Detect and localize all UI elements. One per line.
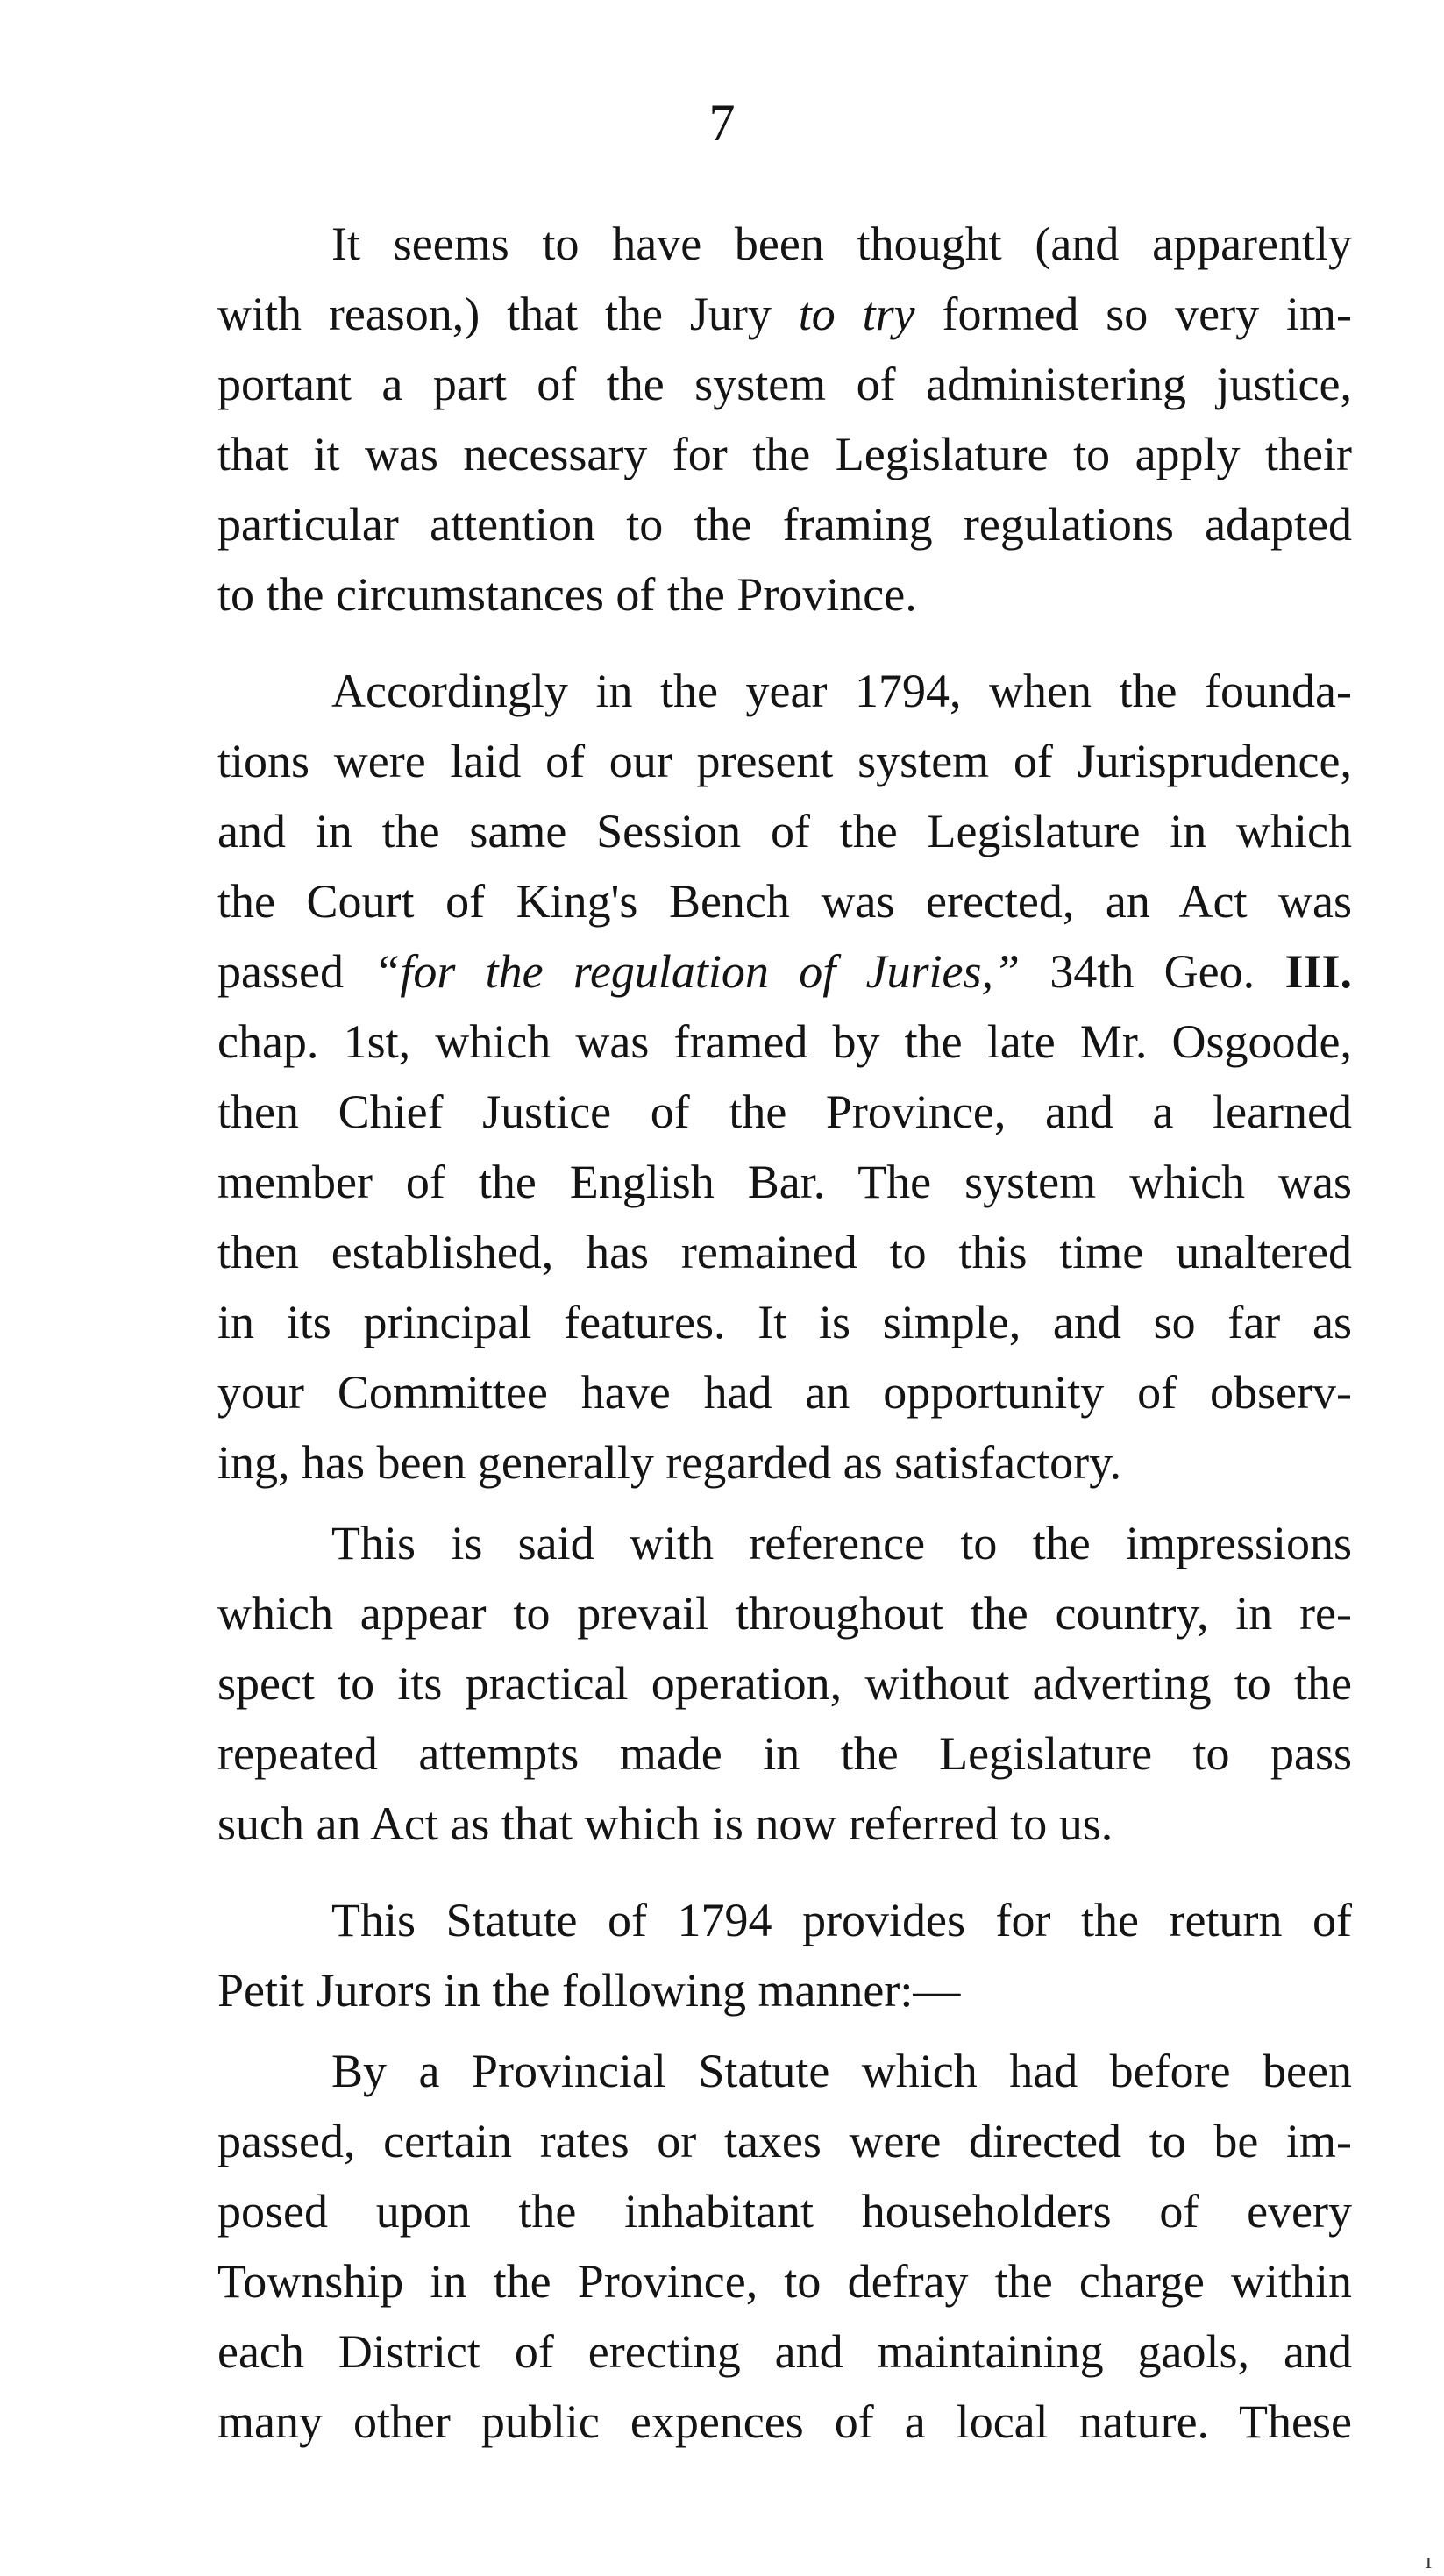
text-line: posed upon the inhabitant householders of every xyxy=(217,2185,1352,2238)
text-line: By a Provincial Statute which had before been xyxy=(331,2045,1352,2097)
regnal-number: III. xyxy=(1284,945,1352,998)
act-title: “for the regulation of Juries,” xyxy=(373,945,1021,998)
text-line: then established, has remained to this time unaltered xyxy=(217,1226,1352,1278)
paragraph-5 xyxy=(103,2036,1352,2457)
paragraph-3 xyxy=(103,1508,1352,1859)
text-fragment: passed xyxy=(217,945,374,998)
paragraph-4 xyxy=(103,1885,1352,2025)
text-line: Accordingly in the year 1794, when the founda- xyxy=(331,665,1352,717)
text-line: many other public expences of a local nature. These xyxy=(217,2395,1352,2448)
text-line-with-emphasis xyxy=(103,279,1352,349)
text-line: repeated attempts made in the Legislature to pass xyxy=(217,1727,1352,1780)
text-line: tions were laid of our present system of Jurisprudence, xyxy=(217,735,1352,787)
text-line: that it was necessary for the Legislature to apply their xyxy=(217,428,1352,480)
text-line: to the circumstances of the Province. xyxy=(217,568,917,621)
text-fragment: formed so very im- xyxy=(914,288,1352,340)
text-line-with-act-title xyxy=(103,936,1352,1007)
text-line: such an Act as that which is now referred to us. xyxy=(217,1797,1113,1850)
paragraph-1 xyxy=(103,209,1352,630)
text-line: chap. 1st, which was framed by the late Mr. Osgoode, xyxy=(217,1015,1352,1068)
text-fragment: with reason,) that the Jury xyxy=(217,288,799,340)
text-line: spect to its practical operation, without adverting to the xyxy=(217,1657,1352,1710)
text-line: This is said with reference to the impressions xyxy=(331,1517,1352,1569)
text-line: passed, certain rates or taxes were directed to be im- xyxy=(217,2115,1352,2167)
text-line: then Chief Justice of the Province, and a learned xyxy=(217,1085,1352,1138)
text-line: which appear to prevail throughout the country, in re- xyxy=(217,1587,1352,1640)
text-line: member of the English Bar. The system which was xyxy=(217,1156,1352,1208)
text-line: This Statute of 1794 provides for the return of xyxy=(331,1894,1352,1946)
text-line: particular attention to the framing regulations adapted xyxy=(217,498,1352,551)
text-line: Petit Jurors in the following manner:— xyxy=(217,1964,961,2017)
page-number: 7 xyxy=(708,94,736,152)
text-line: your Committee have had an opportunity of observ- xyxy=(217,1366,1352,1419)
text-line: the Court of King's Bench was erected, an Act was xyxy=(217,875,1352,928)
text-line: portant a part of the system of administering justice, xyxy=(217,358,1352,410)
emphasis-to-try: to try xyxy=(798,288,915,340)
body-text xyxy=(103,209,1352,2457)
text-line: It seems to have been thought (and apparently xyxy=(331,217,1352,270)
text-line: and in the same Session of the Legislature in which xyxy=(217,805,1352,857)
paragraph-2 xyxy=(103,656,1352,1498)
scan-edge-mark: ı xyxy=(1425,2548,1432,2573)
text-fragment: 34th Geo. xyxy=(1020,945,1285,998)
text-line: each District of erecting and maintaining gaols, and xyxy=(217,2325,1352,2378)
text-line: Township in the Province, to defray the charge within xyxy=(217,2255,1352,2308)
text-line: in its principal features. It is simple, and so far as xyxy=(217,1296,1352,1348)
text-line: ing, has been generally regarded as satisfactory. xyxy=(217,1436,1122,1489)
